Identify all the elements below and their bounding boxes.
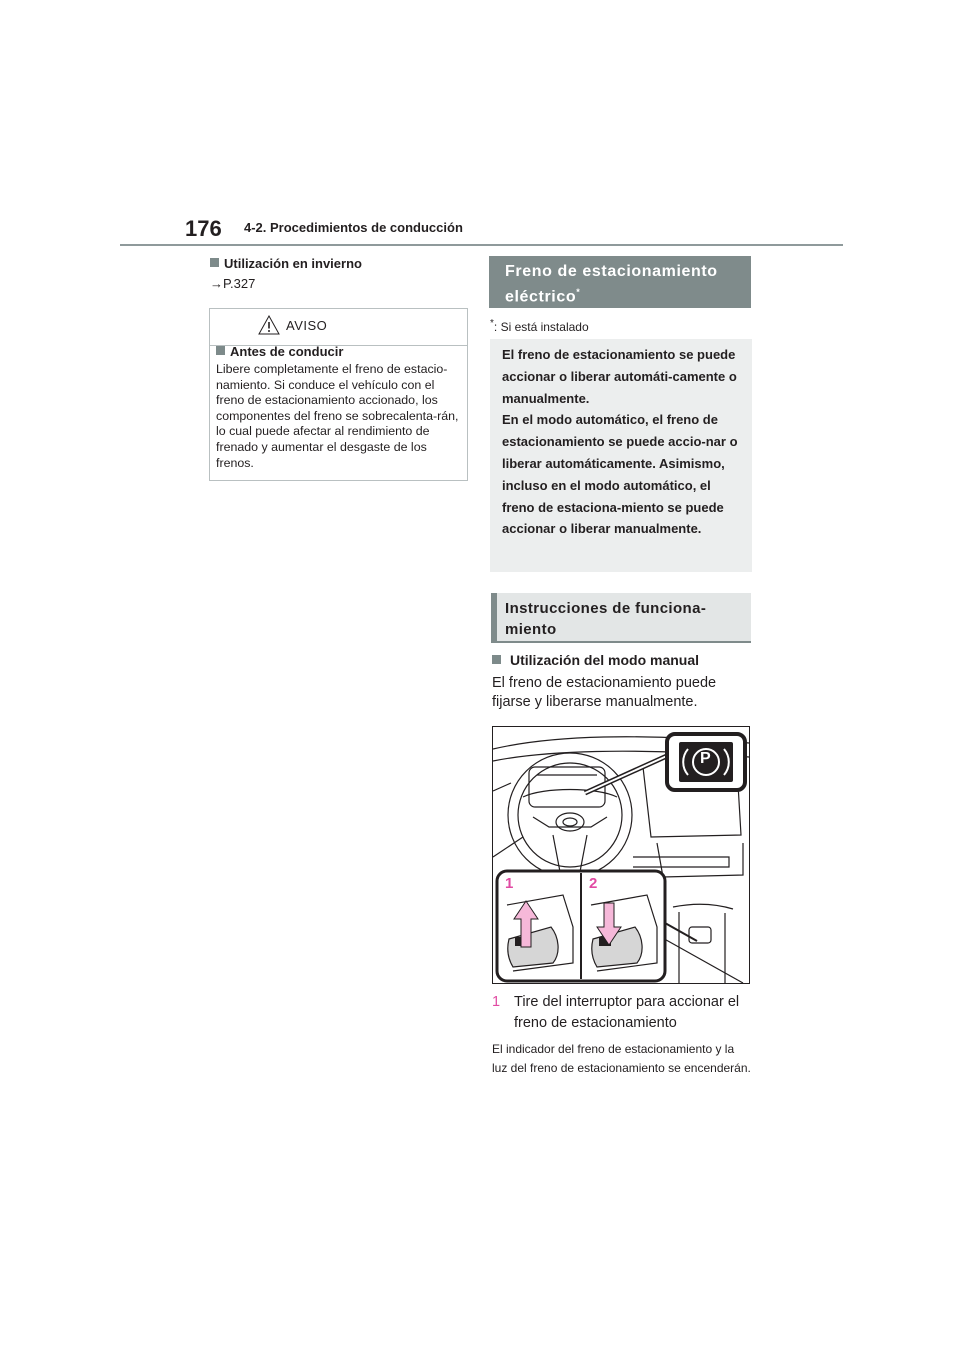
banner-asterisk: * [576,287,581,297]
step-1-note: El indicador del freno de estacionamiento y la luz del freno de estacionamiento se encenderán. [492,1042,751,1076]
section-banner [489,256,751,308]
section-title: 4-2. Procedimientos de conducción [244,220,463,235]
warning-triangle-icon [258,315,280,335]
warning-subheading [216,344,343,359]
parking-p-icon: P [700,750,711,767]
instructions-heading: Instrucciones de funciona-miento [505,600,707,638]
parking-brake-illustration [492,726,750,984]
instructions-heading-box [491,593,751,643]
footnote-text: : Si está instalado [493,320,589,334]
manual-mode-heading [492,652,699,668]
header-divider [120,244,843,246]
square-bullet-icon [216,346,225,355]
manual-mode-text: El freno de estacionamiento puede fijarse y liberarse manualmente. [492,675,717,710]
intro-text: El freno de estacionamiento se puede accionar o liberar automáti-camente o manualmente. En el modo automático, el freno de estacionamiento se puede accio-nar o liberar automáticamente. Asimismo, incluso en el modo automático, el freno de estaciona-miento se puede accionar o liberar manualmente. [502,347,738,537]
banner-title-line1: Freno de estacionamiento [505,263,718,280]
warning-subheading-text: Antes de conducir [230,344,344,359]
footnote-asterisk: * [490,318,494,329]
warning-label: AVISO [286,318,328,333]
manual-mode-heading-text: Utilización del modo manual [510,652,700,668]
winter-heading-text: Utilización en invierno [224,256,362,271]
winter-heading [210,256,362,271]
winter-page-reference[interactable]: →P.327 [210,276,256,291]
warning-box [209,308,468,481]
footnote [490,318,589,334]
illustration-label-2: 2 [589,875,598,892]
step-1 [492,992,752,1034]
banner-title-line2: eléctrico [505,288,577,306]
banner-title [505,261,718,307]
intro-box [490,339,752,572]
page-number: 176 [185,216,222,241]
illustration-label-1: 1 [505,875,514,892]
step-1-text: Tire del interruptor para accionar el freno de estacionamiento [514,994,740,1031]
warning-header [210,309,467,346]
square-bullet-icon [210,258,219,267]
square-bullet-icon [492,655,501,664]
warning-text: Libere completamente el freno de estacio-namiento. Si conduce el vehículo con el freno de estacionamiento accionado, los componentes del freno se sobrecalenta-rán, lo cual puede afectar al rendimiento de frenado y aumentar el desgaste de los frenos. [216,362,459,470]
step-1-number: 1 [492,994,501,1010]
